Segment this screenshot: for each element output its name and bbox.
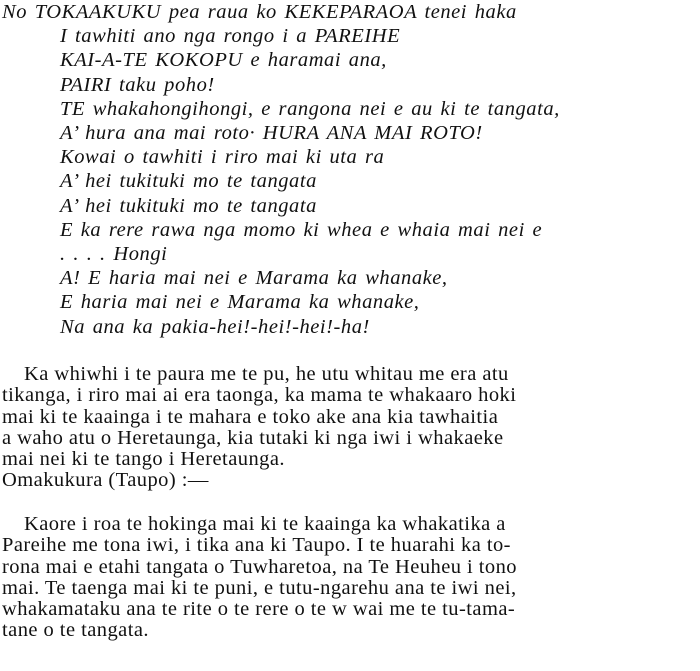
paragraph-line: rona mai e etahi tangata o Tuwharetoa, na Te Heuheu i tono bbox=[2, 555, 518, 578]
paragraph-line: mai ki te kaainga i te mahara e toko ake ana kia tawhaitia bbox=[2, 405, 499, 428]
chant-line: E haria mai nei e Marama ka whanake, bbox=[60, 291, 420, 314]
paragraph-line: tane o te tangata. bbox=[2, 619, 149, 642]
paragraph-line: mai. Te taenga mai ki te puni, e tutu-ngarehu ana te iwi nei, bbox=[2, 576, 517, 599]
paragraph-line: tikanga, i riro mai ai era taonga, ka mama te whakaaro hoki bbox=[2, 384, 517, 407]
paragraph-line: Pareihe me tona iwi, i tika ana ki Taupo. I te huarahi ka to- bbox=[2, 534, 511, 557]
paragraph-taupo bbox=[2, 514, 698, 642]
chant-line: Kowai o tawhiti i riro mai ki uta ra bbox=[60, 146, 385, 169]
chant-line: TE whakahongihongi, e rangona nei e au ki te tangata, bbox=[60, 97, 560, 120]
chant-line: No TOKAAKUKU pea raua ko KEKEPARAOA tenei haka bbox=[2, 1, 517, 23]
chant-line: PAIRI taku poho! bbox=[60, 73, 215, 96]
chant-line: A’ hei tukituki mo te tangata bbox=[60, 194, 317, 217]
chant-line: A’ hei tukituki mo te tangata bbox=[60, 170, 317, 193]
section-heading: Omakukura (Taupo) :— bbox=[2, 469, 209, 491]
chant-line: A’ hura ana mai roto· HURA ANA MAI ROTO! bbox=[60, 122, 483, 145]
chant-line: KAI-A-TE KOKOPU e haramai ana, bbox=[60, 49, 387, 72]
paragraph-line: Kaore i roa te hokinga mai ki te kaainga ka whakatika a bbox=[24, 513, 506, 535]
paragraph-line: mai nei ki te tango i Heretaunga. bbox=[2, 448, 285, 471]
chant-line: A! E haria mai nei e Marama ka whanake, bbox=[60, 267, 448, 290]
chant-line: I tawhiti ano nga rongo i a PAREIHE bbox=[60, 25, 401, 48]
paragraph-line: whakamataku ana te rite o te rere o te w wai me te tu-tama- bbox=[2, 598, 516, 621]
chant-line: Na ana ka pakia-hei!-hei!-hei!-ha! bbox=[60, 315, 370, 338]
chant-line: E ka rere rawa nga momo ki whea e whaia mai nei e bbox=[60, 218, 543, 241]
haka-chant bbox=[2, 0, 560, 339]
chant-line: . . . . Hongi bbox=[60, 243, 168, 266]
paragraph-paura bbox=[2, 364, 698, 470]
paragraph-line: Ka whiwhi i te paura me te pu, he utu whitau me era atu bbox=[24, 363, 509, 385]
paragraph-line: a waho atu o Heretaunga, kia tutaki ki nga iwi i whakaeke bbox=[2, 426, 504, 449]
